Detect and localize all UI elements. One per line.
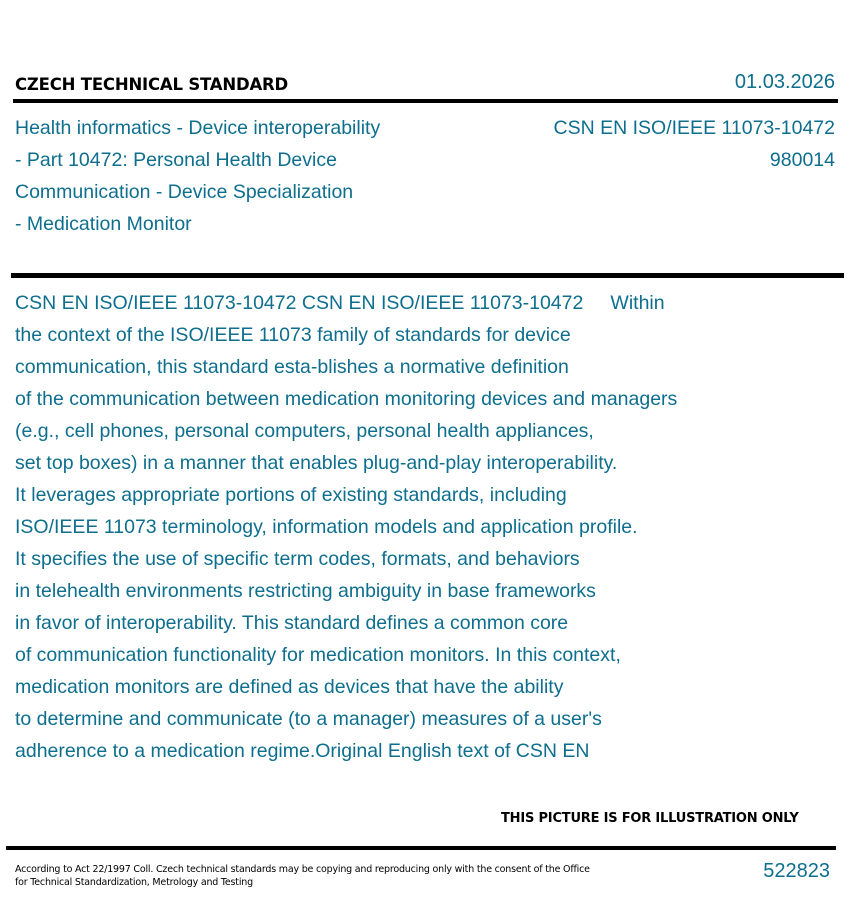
abstract-line: communication, this standard esta-blishes a normative definition	[15, 356, 569, 378]
catalog-number: 522823	[763, 860, 830, 882]
legal-notice-line: According to Act 22/1997 Coll. Czech technical standards may be copying and reproducing only with the consent of the Office	[15, 864, 590, 875]
standard-code: CSN EN ISO/IEEE 11073-10472	[553, 117, 835, 139]
abstract-line: the context of the ISO/IEEE 11073 family of standards for device	[15, 324, 571, 346]
abstract-line: CSN EN ISO/IEEE 11073-10472 CSN EN ISO/IEEE 11073-10472 Within	[15, 292, 665, 314]
standard-title-line: Communication - Device Specialization	[15, 181, 354, 203]
abstract-line: ISO/IEEE 11073 terminology, information models and application profile.	[15, 516, 638, 538]
header-divider	[13, 99, 838, 103]
abstract-line: to determine and communicate (to a manager) measures of a user's	[15, 708, 602, 730]
abstract-text	[15, 287, 815, 767]
standard-title-line: - Medication Monitor	[15, 213, 192, 235]
legal-notice	[15, 863, 595, 889]
publication-date: 01.03.2026	[734, 71, 835, 93]
standard-title	[15, 112, 435, 240]
abstract-line: It specifies the use of specific term codes, formats, and behaviors	[15, 548, 580, 570]
abstract-line: (e.g., cell phones, personal computers, personal health appliances,	[15, 420, 594, 442]
title-divider	[11, 273, 844, 278]
standard-title-line: Health informatics - Device interoperability	[15, 117, 381, 139]
abstract-line: set top boxes) in a manner that enables plug-and-play interoperability.	[15, 452, 618, 474]
abstract-line: in favor of interoperability. This standard defines a common core	[15, 612, 569, 634]
illustration-disclaimer: THIS PICTURE IS FOR ILLUSTRATION ONLY	[501, 811, 799, 826]
footer-divider	[6, 846, 836, 850]
standard-title-line: - Part 10472: Personal Health Device	[15, 149, 337, 171]
abstract-line: in telehealth environments restricting ambiguity in base frameworks	[15, 580, 596, 602]
abstract-line: medication monitors are defined as devices that have the ability	[15, 676, 564, 698]
abstract-line: of communication functionality for medication monitors. In this context,	[15, 644, 621, 666]
standard-number: 980014	[769, 149, 835, 171]
abstract-line: adherence to a medication regime.Original English text of CSN EN	[15, 740, 590, 762]
document-type-heading: CZECH TECHNICAL STANDARD	[15, 75, 289, 94]
abstract-line: of the communication between medication monitoring devices and managers	[15, 388, 678, 410]
legal-notice-line: for Technical Standardization, Metrology and Testing	[15, 877, 253, 888]
standard-identifier	[554, 112, 835, 176]
abstract-line: It leverages appropriate portions of existing standards, including	[15, 484, 567, 506]
